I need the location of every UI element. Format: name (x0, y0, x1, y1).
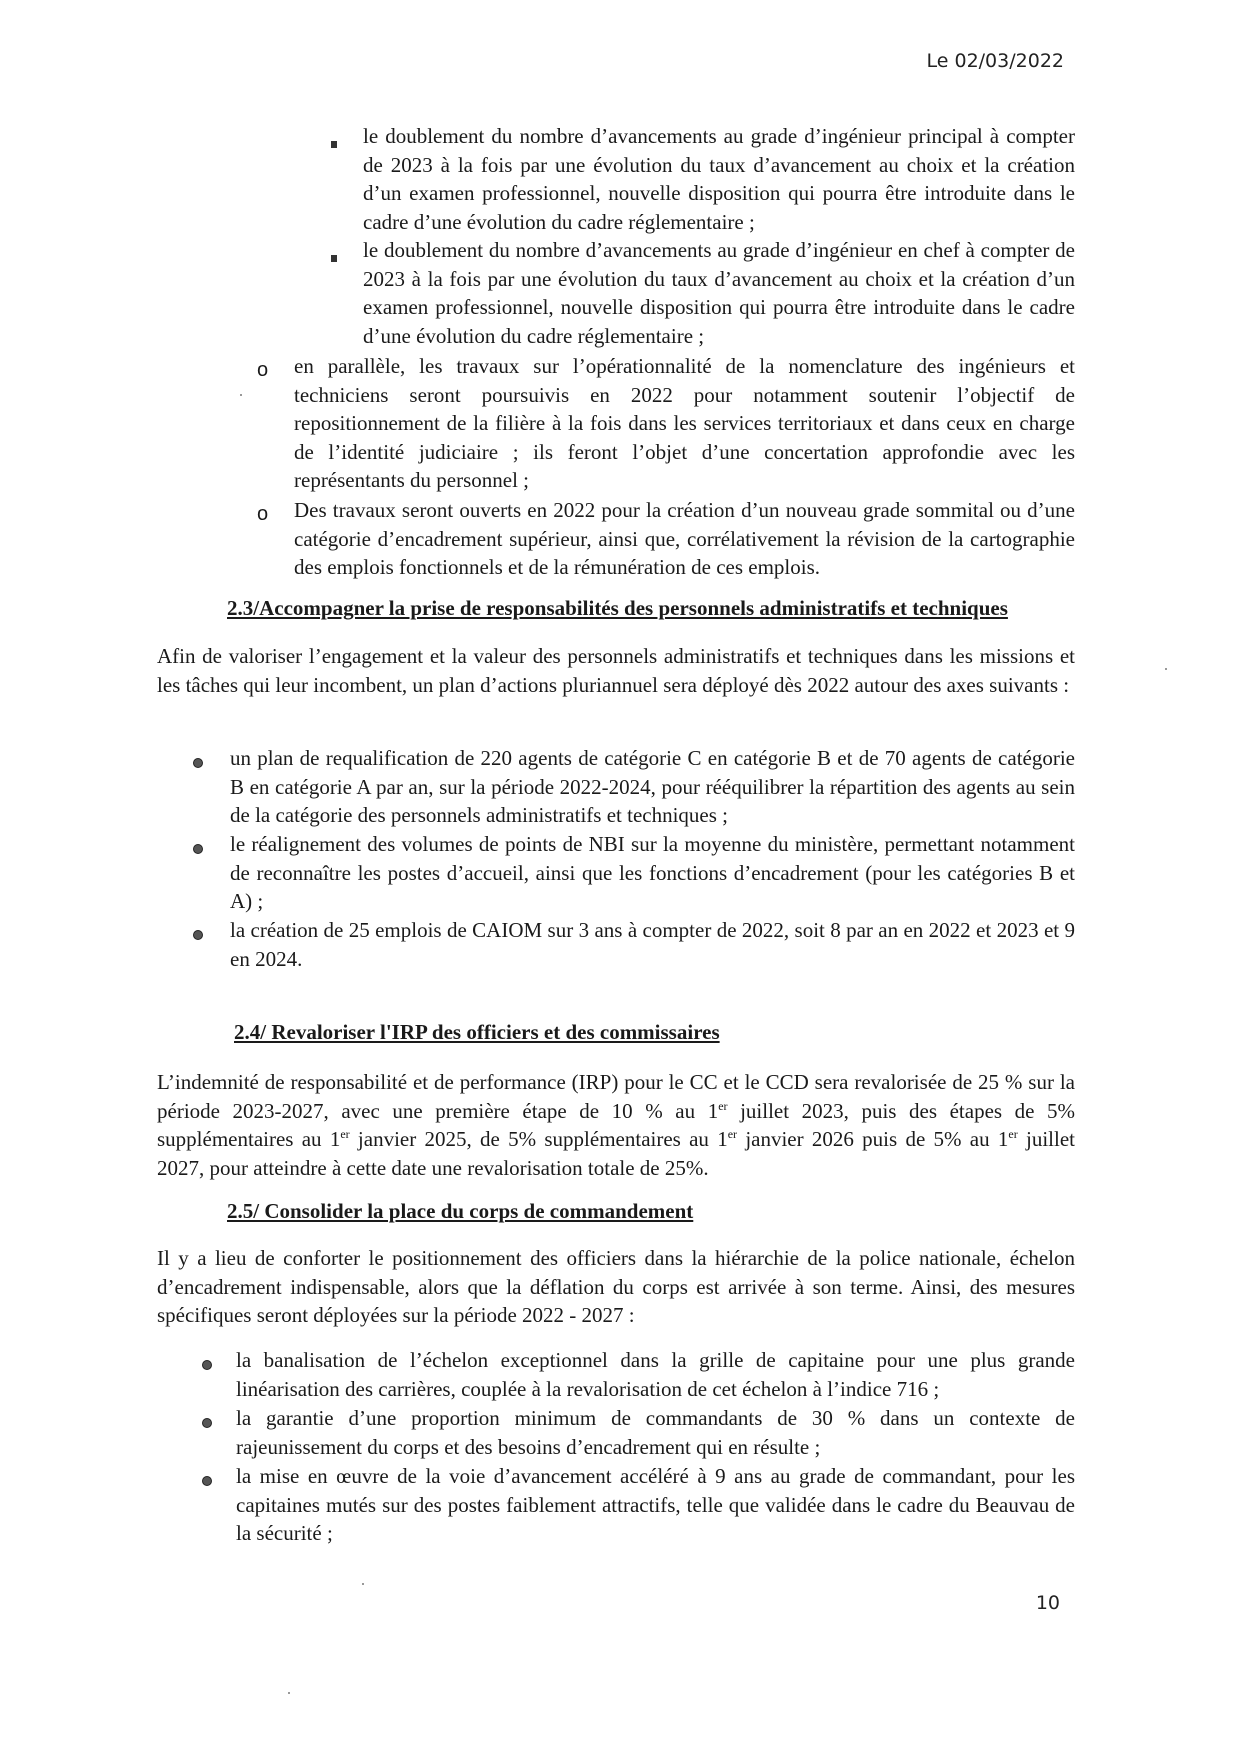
section-heading: 2.4/ Revaloriser l'IRP des officiers et des commissaires (234, 1020, 720, 1044)
superscript: er (727, 1127, 738, 1141)
superscript: er (1008, 1127, 1018, 1141)
text-run: janvier 2025, de 5% supplémentaires au 1 (349, 1127, 728, 1151)
round-bullet-icon (202, 1418, 212, 1428)
list-item: un plan de requalification de 220 agents de catégorie C en catégorie B et de 70 agents de catégorie B en catégorie A par an, sur la période 2022-2024, pour rééquilibrer la répartition des agents au sein de la catégorie des personnels administratifs et techniques ; (230, 746, 1075, 827)
circle-bullet-icon: o (257, 359, 269, 381)
list-item: le doublement du nombre d’avancements au grade d’ingénieur en chef à compter de 2023 à la fois par une évolution du taux d’avancement au choix et la création d’un examen professionnel, nouvelle disposition qui pourra être introduite dans le cadre d’une évolution du cadre réglementaire ; (363, 238, 1075, 348)
text-run: juillet 2023, puis des étapes de 5% supplémentaires au 1 (157, 1098, 1076, 1151)
list-item: la banalisation de l’échelon exceptionnel dans la grille de capitaine pour une plus grande linéarisation des carrières, couplée à la revalorisation de cet échelon à l’indice 716 ; (236, 1348, 1075, 1401)
page-number: 10 (1035, 1592, 1060, 1614)
round-bullet-icon (193, 930, 203, 940)
list-item: en parallèle, les travaux sur l’opérationnalité de la nomenclature des ingénieurs et techniciens seront poursuivis en 2022 pour notamment soutenir l’objectif de repositionnement de la filière à la fois dans les services territoriaux et dans ceux en charge de l’identité judiciaire ; ils feront l’objet d’une concertation approfondie avec les représentants du personnel ; (294, 354, 1075, 492)
round-bullet-icon (193, 844, 203, 854)
text-run: janvier 2026 puis de 5% au 1 (737, 1127, 1009, 1151)
scan-speck (288, 1692, 290, 1694)
list-item: la mise en œuvre de la voie d’avancement accéléré à 9 ans au grade de commandant, pour les capitaines mutés sur des postes faiblement attractifs, telle que validée dans le cadre du Beauvau de la sécurité ; (236, 1464, 1075, 1545)
list-item: le réalignement des volumes de points de NBI sur la moyenne du ministère, permettant notamment de reconnaître les postes d’accueil, ainsi que les fonctions d’encadrement (pour les catégories B et A) ; (230, 832, 1075, 913)
section-heading: 2.5/ Consolider la place du corps de commandement (227, 1199, 694, 1223)
paragraph (157, 1068, 1075, 1182)
list-item: Des travaux seront ouverts en 2022 pour la création d’un nouveau grade sommital ou d’une catégorie d’encadrement supérieur, ainsi que, corrélativement la révision de la cartographie des emplois fonctionnels et de la rémunération de ces emplois. (294, 498, 1075, 579)
list-item: le doublement du nombre d’avancements au grade d’ingénieur principal à compter de 2023 à la fois par une évolution du taux d’avancement au choix et la création d’un examen professionnel, nouvelle disposition qui pourra être introduite dans le cadre d’une évolution du cadre réglementaire ; (363, 124, 1075, 234)
square-bullet-icon (331, 255, 337, 262)
superscript: er (718, 1098, 728, 1113)
scan-speck (240, 394, 242, 396)
round-bullet-icon (202, 1360, 212, 1370)
scan-speck (362, 1583, 364, 1585)
text-run: juillet 2027, pour atteindre à cette date une revalorisation totale de 25%. (157, 1127, 1075, 1180)
round-bullet-icon (193, 758, 203, 768)
section-heading: 2.3/Accompagner la prise de responsabilités des personnels administratifs et techniques (227, 596, 1008, 620)
circle-bullet-icon: o (257, 503, 269, 525)
round-bullet-icon (202, 1476, 212, 1486)
list-item: la garantie d’une proportion minimum de commandants de 30 % dans un contexte de rajeunissement du corps et des besoins d’encadrement qui en résulte ; (236, 1406, 1075, 1459)
scan-speck (1165, 668, 1167, 670)
list-item: la création de 25 emplois de CAIOM sur 3 ans à compter de 2022, soit 8 par an en 2022 et 2023 et 9 en 2024. (230, 918, 1075, 971)
square-bullet-icon (331, 141, 337, 148)
paragraph: Il y a lieu de conforter le positionnement des officiers dans la hiérarchie de la police nationale, échelon d’encadrement indispensable, alors que la déflation du corps est arrivée à son terme. Ainsi, des mesures spécifiques seront déployées sur la période 2022 - 2027 : (157, 1246, 1075, 1327)
superscript: er (340, 1127, 350, 1141)
document-date: Le 02/03/2022 (926, 50, 1064, 72)
text-run: L’indemnité de responsabilité et de performance (IRP) pour le CC et le CCD sera revalorisée de 25 % sur la période 2023-2027, avec une première étape de 10 % au 1 (157, 1070, 1075, 1123)
paragraph: Afin de valoriser l’engagement et la valeur des personnels administratifs et techniques dans les missions et les tâches qui leur incombent, un plan d’actions pluriannuel sera déployé dès 2022 autour des axes suivants : (157, 644, 1075, 697)
